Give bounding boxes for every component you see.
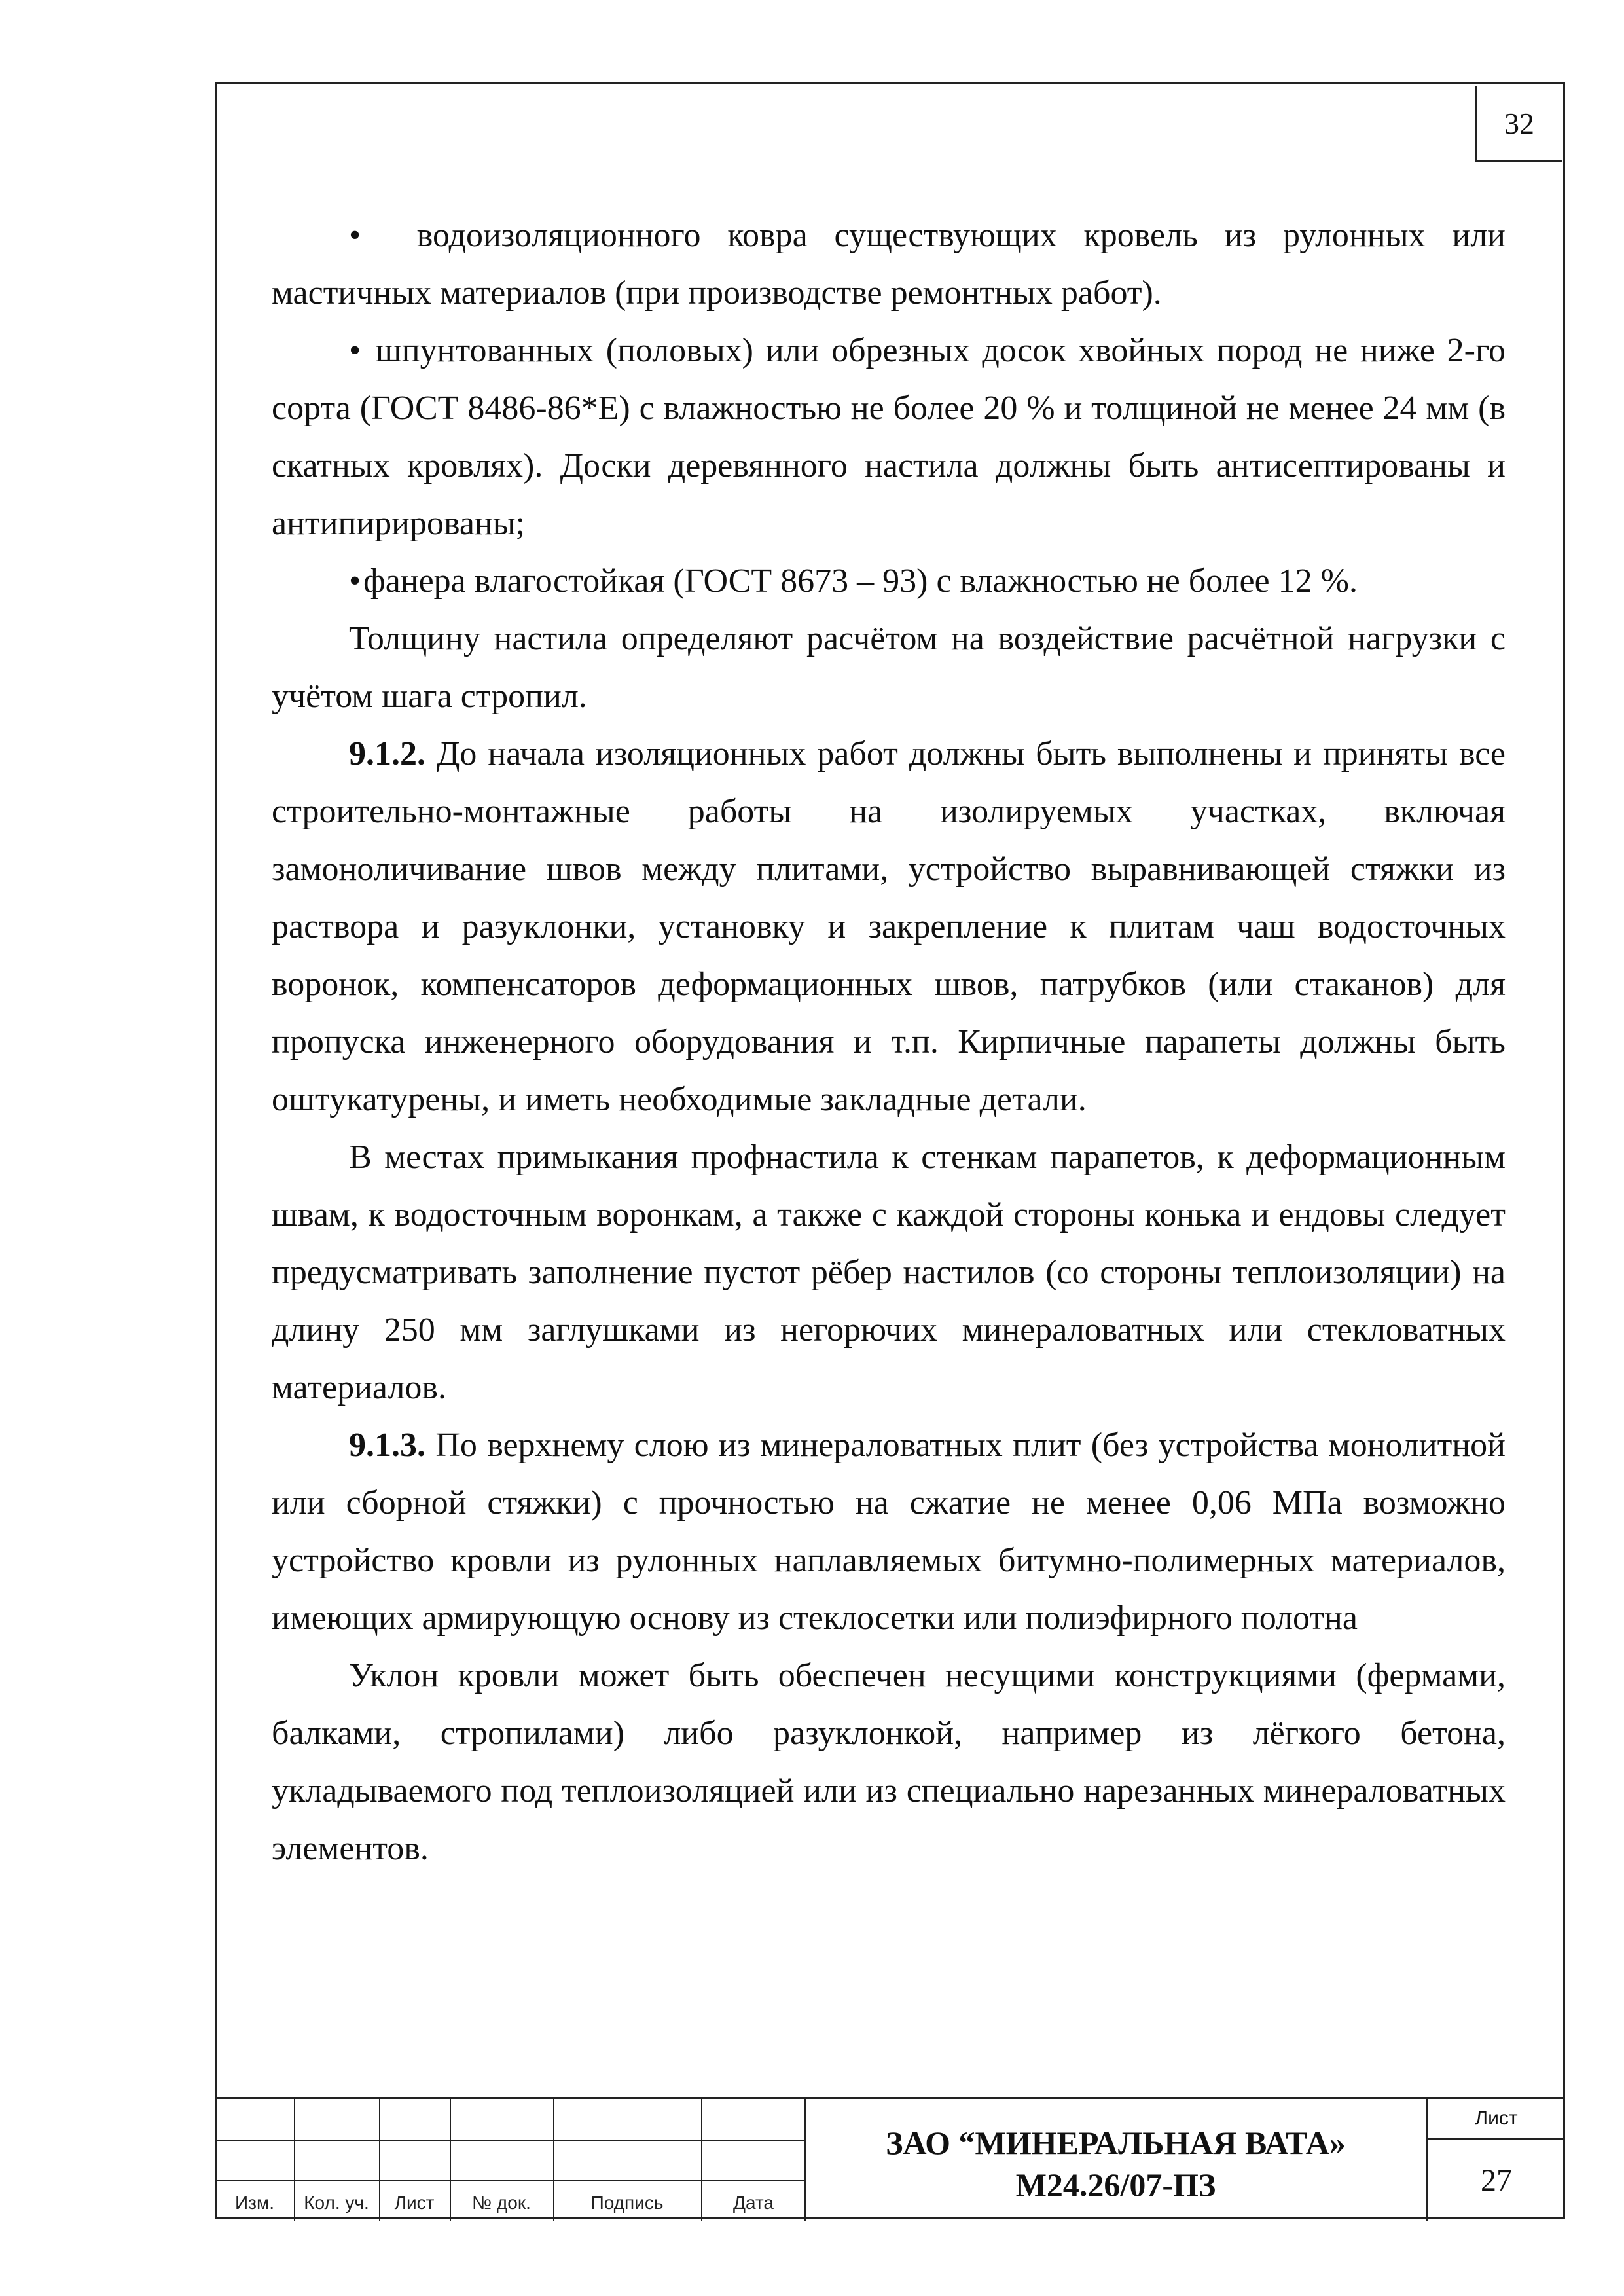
paragraph-text: шпунтованных (половых) или обрезных досок хвойных пород не ниже 2-го сорта (ГОСТ 8486-86*Е) с влажностью не более 20 % и толщиной не менее 24 мм (в скатных кровлях). Доски деревянного настила должны быть антисептированы и антипирированы; — [272, 332, 1506, 542]
paragraph-numbered-2 — [272, 1417, 1506, 1647]
grid-line — [215, 2140, 806, 2141]
paragraph-bullet-3 — [272, 553, 1506, 610]
document-body — [272, 207, 1506, 1878]
document-code: М24.26/07-ПЗ — [1015, 2166, 1216, 2203]
header-doc-number: № док. — [472, 2193, 531, 2213]
sheet-label: Лист — [1428, 2099, 1565, 2140]
paragraph-text: В местах примыкания профнастила к стенкам парапетов, к деформационным швам, к водосточным воронкам, а также с каждой стороны конька и ендовы следует предусматривать заполнение пустот рёбер настилов (со стороны теплоизоляции) на длину 250 мм заглушками из негорючих минераловатных или стекловатных материалов. — [272, 1139, 1506, 1406]
sheet-number: 27 — [1481, 2162, 1512, 2198]
title-block — [215, 2097, 1565, 2219]
paragraph-text: водоизоляционного ковра существующих кровель из рулонных или мастичных материалов (при производстве ремонтных работ). — [272, 217, 1506, 312]
header-list: Лист — [394, 2193, 435, 2213]
header-izm: Изм. — [235, 2193, 274, 2213]
header-kol-uch: Кол. уч. — [304, 2193, 369, 2213]
paragraph-text: До начала изоляционных работ должны быть выполнены и приняты все строительно-монтажные работы на изолируемых участках, включая замоноличивание швов между плитами, устройство выравнивающей стяжки из раствора и разуклонки, установку и закрепление к плитам чаш водосточных воронок, компенсаторов деформационных швов, патрубков (или стаканов) для пропуска инженерного оборудования и т.п. Кирпичные парапеты должны быть оштукатурены, и иметь необходимые закладные детали. — [272, 735, 1506, 1118]
header-signature: Подпись — [590, 2193, 664, 2213]
bullet-marker: • — [349, 562, 361, 600]
paragraph-text: фанера влагостойкая (ГОСТ 8673 – 93) с влажностью не более 12 %. — [363, 562, 1358, 600]
document-title — [806, 2099, 1428, 2221]
paragraph-bullet-1 — [272, 207, 1506, 322]
paragraph-plain-1 — [272, 610, 1506, 725]
clause-number: 9.1.2. — [349, 735, 425, 773]
paragraph-text: По верхнему слою из минераловатных плит (без устройства монолитной или сборной стяжки) с прочностью на сжатие не менее 0,06 МПа возможно устройство кровли из рулонных наплавляемых битумно-полимерных материалов, имеющих армирующую основу из стеклосетки или полиэфирного полотна — [272, 1427, 1506, 1637]
bullet-marker: • — [349, 217, 361, 254]
paragraph-text: Уклон кровли может быть обеспечен несущими конструкциями (фермами, балками, стропилами) либо разуклонкой, например из лёгкого бетона, укладываемого под теплоизоляцией или из специально нарезанных минераловатных элементов. — [272, 1657, 1506, 1867]
sheet-cell — [1428, 2099, 1565, 2221]
revision-table — [215, 2099, 806, 2221]
paragraph-numbered-1 — [272, 725, 1506, 1129]
paragraph-plain-3 — [272, 1647, 1506, 1878]
paragraph-bullet-2 — [272, 322, 1506, 553]
bullet-marker: • — [349, 332, 361, 369]
header-date: Дата — [732, 2193, 774, 2213]
page-number — [1475, 86, 1562, 162]
organization-name: ЗАО “МИНЕРАЛЬНАЯ ВАТА» — [886, 2124, 1346, 2161]
paragraph-plain-2 — [272, 1129, 1506, 1417]
clause-number: 9.1.3. — [349, 1427, 425, 1464]
page-number-text: 32 — [1504, 106, 1534, 140]
grid-line — [215, 2180, 806, 2181]
paragraph-text: Толщину настила определяют расчётом на воздействие расчётной нагрузки с учётом шага стропил. — [272, 620, 1506, 715]
